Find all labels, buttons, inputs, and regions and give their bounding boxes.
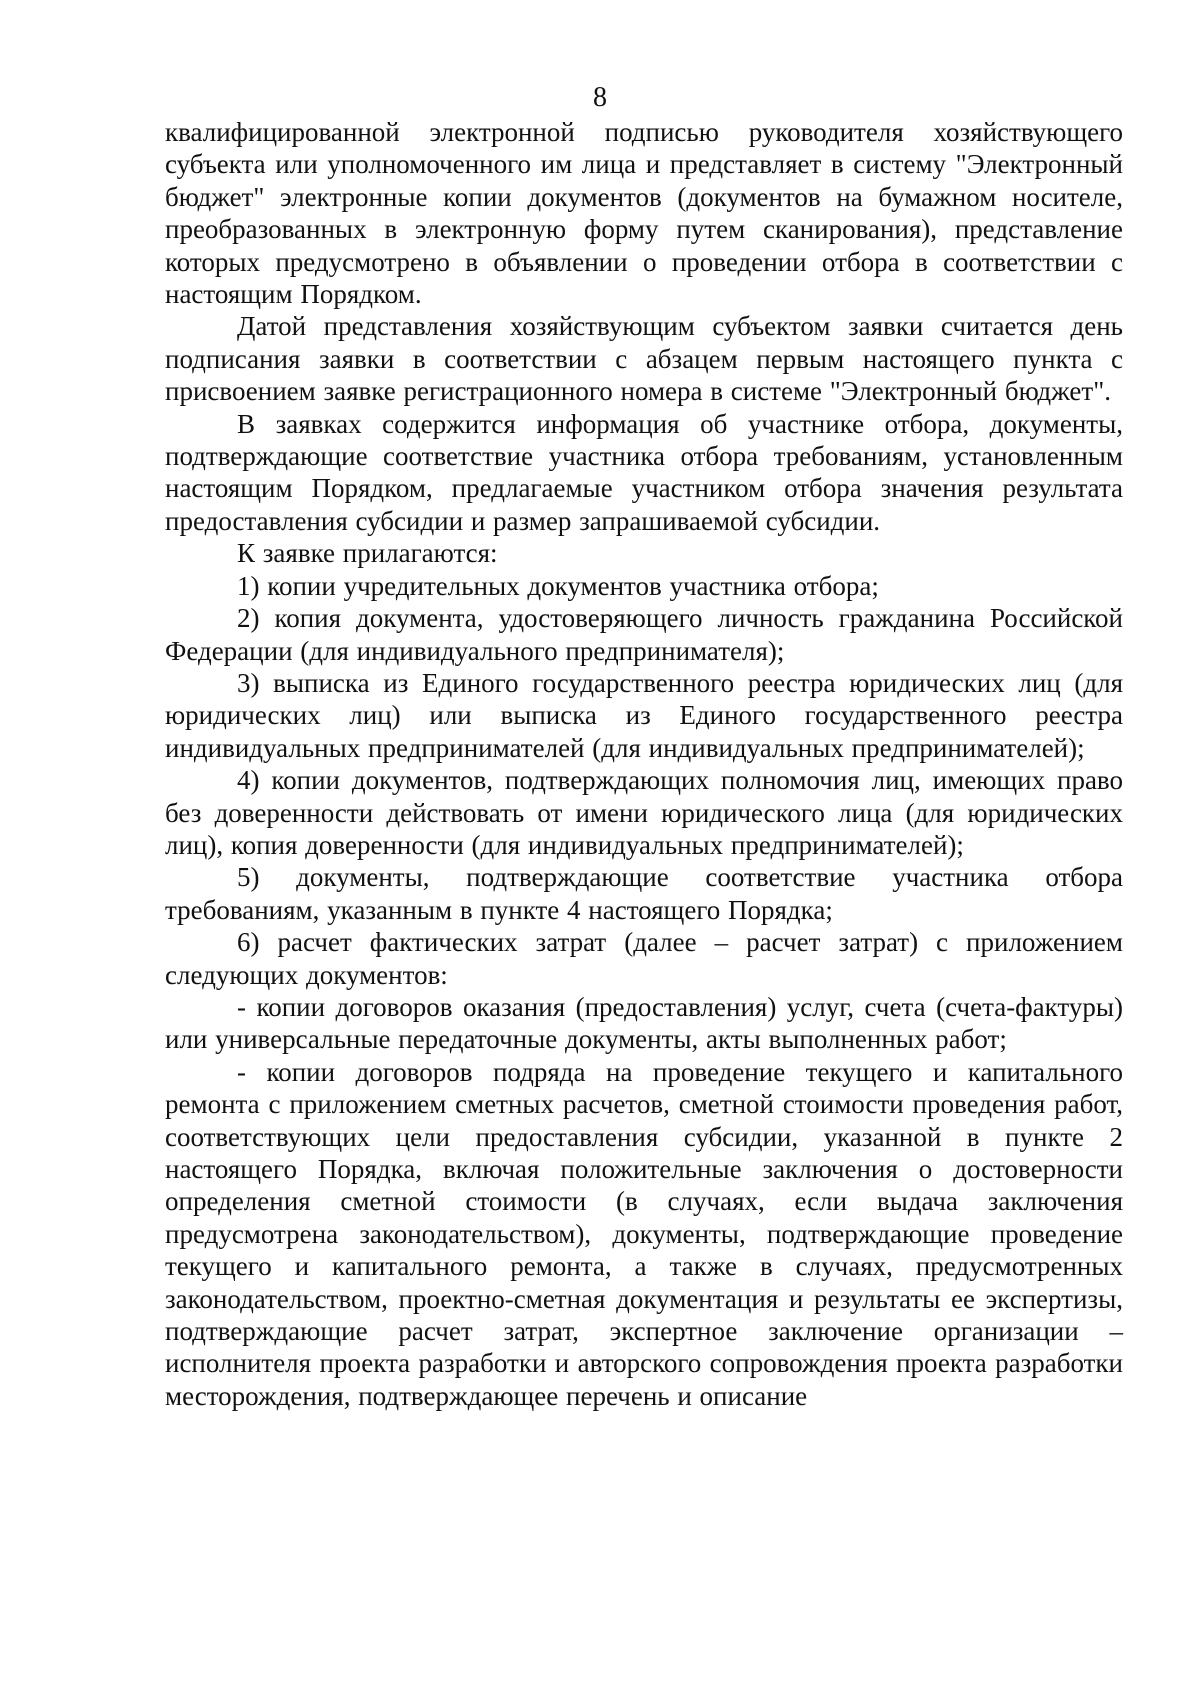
list-item-6: 6) расчет фактических затрат (далее – расчет затрат) с приложением следующих документов: [165,927,1123,990]
paragraph-submission-date: Датой представления хозяйствующим субъектом заявки считается день подписания заявки в соответствии с абзацем первым настоящего пункта с присвоением заявке регистрационного номера в системе "Электронный бюджет". [165,311,1123,407]
sub-item-repair-contracts: - копии договоров подряда на проведение текущего и капитального ремонта с приложением сметных расчетов, сметной стоимости проведения работ, соответствующих цели предоставления субсидии, указанной в пункте 2 настоящего Порядка, включая положительные заключения о достоверности определения сметной стоимости (в случаях, если выдача заключения предусмотрена законодательством), документы, подтверждающие проведение текущего и капитального ремонта, а также в случаях, предусмотренных законодательством, проектно-сметная документация и результаты ее экспертизы, подтверждающие расчет затрат, экспертное заключение организации – исполнителя проекта разработки и авторского сопровождения проекта разработки месторождения, подтверждающее перечень и описание [165,1056,1123,1411]
paragraph-continuation: квалифицированной электронной подписью руководителя хозяйствующего субъекта или уполномоченного им лица и представляет в систему "Электронный бюджет" электронные копии документов (документов на бумажном носителе, преобразованных в электронную форму путем сканирования), представление которых предусмотрено в объявлении о проведении отбора в соответствии с настоящим Порядком. [165,117,1123,310]
paragraph-application-content: В заявках содержится информация об участнике отбора, документы, подтверждающие соответствие участника отбора требованиям, установленным настоящим Порядком, предлагаемые участником отбора значения результата предоставления субсидии и размер запрашиваемой субсидии. [165,408,1123,536]
list-item-3: 3) выписка из Единого государственного реестра юридических лиц (для юридических лиц) или выписка из Единого государственного реестра индивидуальных предпринимателей (для индивидуальных предпринимателей); [165,667,1123,763]
list-item-5: 5) документы, подтверждающие соответствие участника отбора требованиям, указанным в пункте 4 настоящего Порядка; [165,862,1123,925]
list-item-1: 1) копии учредительных документов участника отбора; [237,570,879,601]
paragraph-attachments-intro: К заявке прилагаются: [237,538,498,569]
page-number: 8 [593,82,607,113]
document-body [165,116,1123,1412]
list-item-2: 2) копия документа, удостоверяющего личность гражданина Российской Федерации (для индивидуального предпринимателя); [165,603,1123,666]
list-item-4: 4) копии документов, подтверждающих полномочия лиц, имеющих право без доверенности действовать от имени юридического лица (для юридических лиц), копия доверенности (для индивидуальных предпринимателей); [165,765,1123,860]
sub-item-service-contracts: - копии договоров оказания (предоставления) услуг, счета (счета-фактуры) или универсальные передаточные документы, акты выполненных работ; [165,991,1123,1055]
